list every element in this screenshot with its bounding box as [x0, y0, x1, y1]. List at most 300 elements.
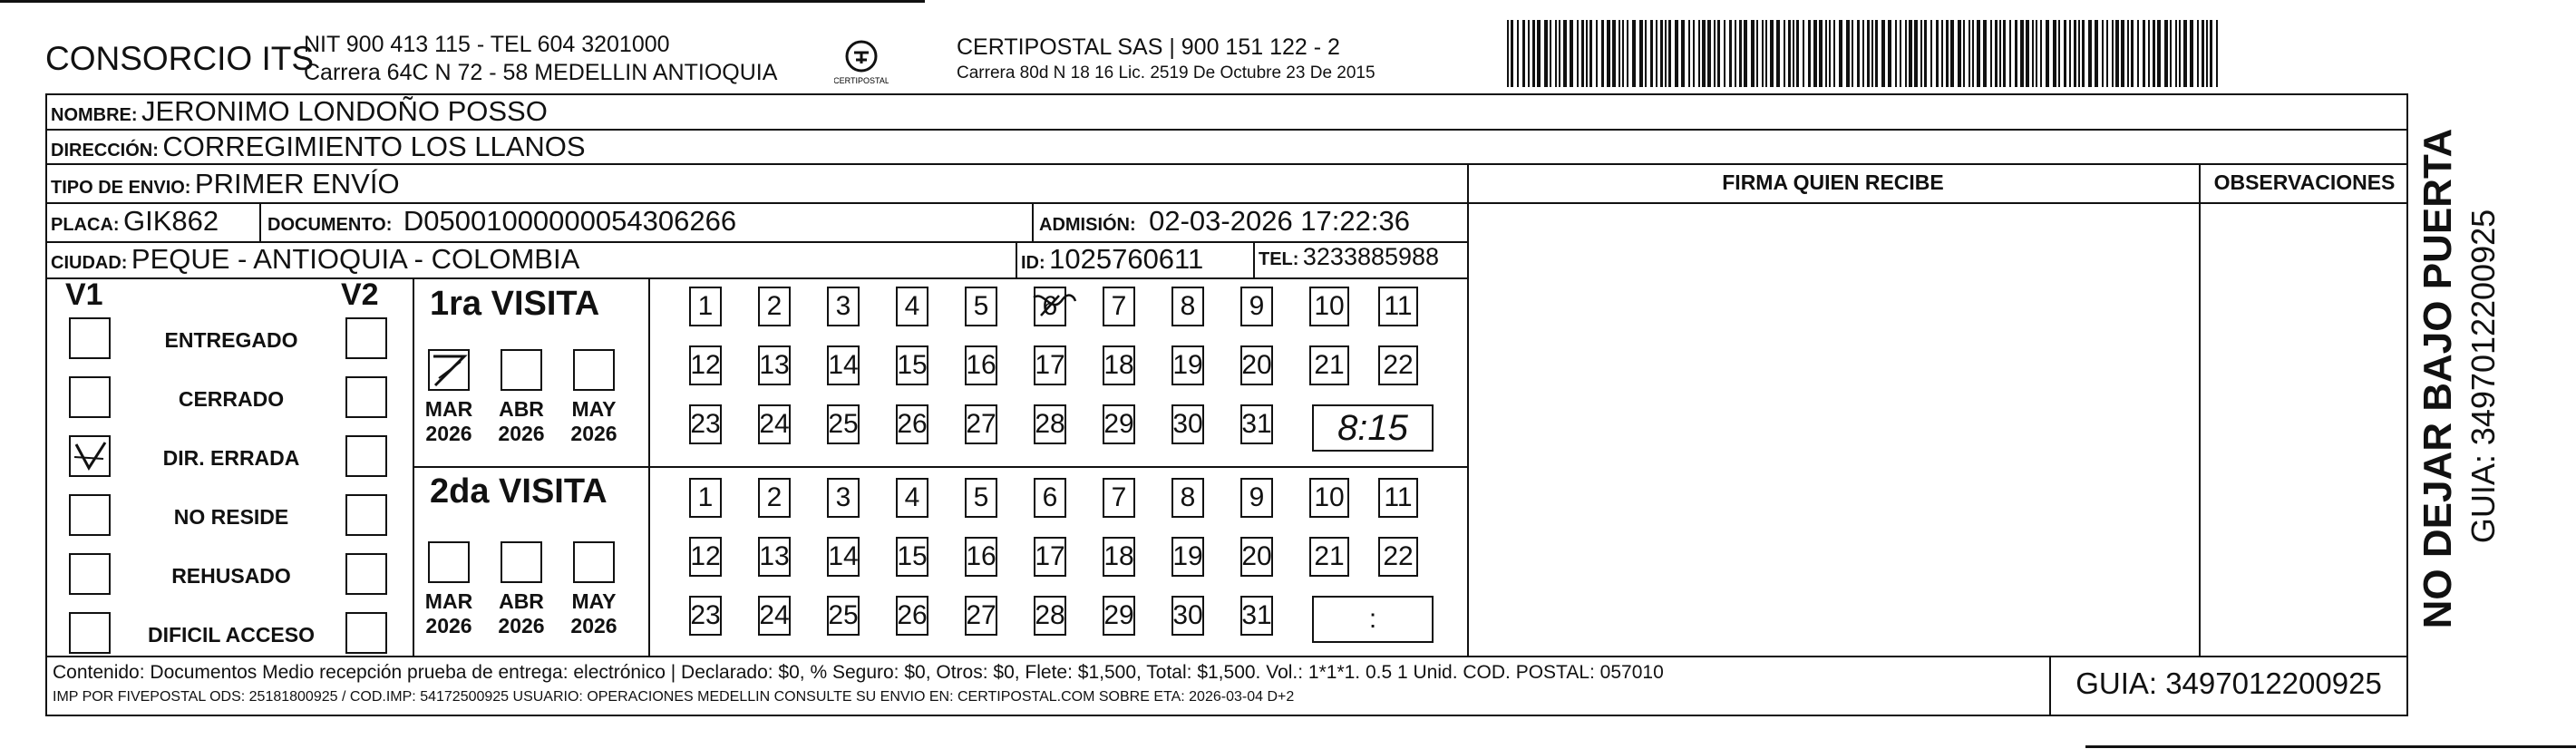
tel-label: TEL: — [1259, 249, 1299, 269]
day-cell[interactable] — [827, 478, 860, 518]
month-checkbox[interactable] — [573, 349, 615, 391]
status-label: NO RESIDE — [173, 505, 289, 529]
barcode-bar — [2202, 20, 2204, 87]
barcode-bar — [1905, 20, 1907, 87]
placa-label: PLACA: — [51, 215, 120, 235]
barcode-bar — [2153, 20, 2155, 87]
time-value: : — [1368, 604, 1377, 634]
imp-line: IMP POR FIVEPOSTAL ODS: 25181800925 / COD.IMP: 54172500925 USUARIO: OPERACIONES MEDELLIN CONSULTE SU ENVIO EN: CERTIPOSTAL.COM SOBRE ETA: 2026-03-04 D+2 — [53, 689, 1295, 705]
nombre-value: JERONIMO LONDOÑO POSSO — [141, 95, 548, 127]
day-cell[interactable] — [758, 287, 791, 326]
barcode-bar — [1914, 20, 1918, 87]
month-checkbox[interactable] — [573, 541, 615, 583]
day-cell[interactable] — [965, 345, 997, 385]
day-cell[interactable] — [1171, 537, 1204, 577]
day-cell[interactable] — [1171, 345, 1204, 385]
v2-header: V2 — [341, 277, 379, 312]
day-number: 7 — [1111, 291, 1127, 321]
barcode-bar — [1612, 20, 1616, 87]
barcode-bar — [1963, 20, 1965, 87]
day-cell[interactable] — [827, 537, 860, 577]
day-number: 12 — [690, 541, 721, 571]
address-line: Carrera 64C N 72 - 58 MEDELLIN ANTIOQUIA — [304, 60, 778, 85]
contenido-line: Contenido: Documentos Medio recepción prueba de entrega: electrónico | Declarado: $0, % Seguro: $0, Otros: $0, Flete: $1,500, Total: $1,500. Vol.: 1*1*1. 0.5 1 Unid. COD. POSTAL: 057010 — [53, 662, 1664, 683]
barcode-bar — [1946, 20, 1949, 87]
documento-value: D05001000000054306266 — [403, 205, 737, 237]
day-cell[interactable] — [827, 345, 860, 385]
barcode-bar — [1596, 20, 1598, 87]
day-cell[interactable] — [1171, 596, 1204, 636]
barcode-bar — [1950, 20, 1954, 87]
barcode-bar — [1702, 20, 1706, 87]
v2-checkbox[interactable] — [345, 317, 387, 359]
barcode-bar — [2121, 20, 2124, 87]
barcode-bar — [1936, 20, 1939, 87]
day-number: 31 — [1241, 409, 1272, 439]
day-number: 4 — [904, 482, 920, 512]
barcode-bar — [1813, 20, 1817, 87]
day-number: 10 — [1314, 482, 1345, 512]
v2-checkbox[interactable] — [345, 435, 387, 477]
barcode-bar — [1770, 20, 1774, 87]
year-label: 2026 — [570, 614, 617, 637]
barcode-bar — [1517, 20, 1519, 87]
barcode-bar — [1507, 20, 1509, 87]
day-cell[interactable] — [896, 287, 928, 326]
barcode-bar — [2036, 20, 2037, 87]
day-number: 9 — [1249, 291, 1265, 321]
year-label: 2026 — [498, 422, 545, 445]
barcode-bar — [1668, 20, 1671, 87]
barcode-bar — [1559, 20, 1560, 87]
day-cell[interactable] — [1378, 345, 1418, 385]
no-dejar-text: NO DEJAR BAJO PUERTA — [2416, 128, 2460, 629]
day-cell[interactable] — [896, 345, 928, 385]
day-number: 18 — [1103, 350, 1134, 380]
barcode-bar — [2102, 20, 2104, 87]
day-number: 31 — [1241, 600, 1272, 630]
barcode-bar — [1724, 20, 1725, 87]
barcode-bar — [1941, 20, 1943, 87]
barcode-bar — [1803, 20, 1804, 87]
day-cell[interactable] — [758, 537, 791, 577]
day-cell[interactable] — [1034, 404, 1066, 444]
day-number: 24 — [759, 409, 790, 439]
day-cell[interactable] — [689, 537, 722, 577]
barcode-bar — [1693, 20, 1695, 87]
day-number: 15 — [897, 350, 928, 380]
day-number: 15 — [897, 541, 928, 571]
day-cell[interactable] — [689, 404, 722, 444]
day-number: 17 — [1035, 541, 1065, 571]
barcode-bar — [1729, 20, 1732, 87]
barcode-bar — [1909, 20, 1912, 87]
barcode-bar — [1784, 20, 1785, 87]
barcode-bar — [1717, 20, 1720, 87]
status-label: ENTREGADO — [164, 328, 298, 352]
day-number: 11 — [1384, 291, 1413, 321]
barcode-bar — [1744, 20, 1747, 87]
day-cell[interactable] — [1240, 287, 1273, 326]
barcode-bar — [2009, 20, 2011, 87]
nit-line: NIT 900 413 115 - TEL 604 3201000 — [304, 32, 670, 57]
year-label: 2026 — [425, 614, 472, 637]
observaciones-label: OBSERVACIONES — [2213, 170, 2396, 194]
barcode-bar — [1511, 20, 1513, 87]
barcode-bar — [2032, 20, 2034, 87]
barcode-bar — [1675, 20, 1678, 87]
tel-value: 3233885988 — [1302, 243, 1440, 270]
day-mark-icon — [1032, 288, 1077, 325]
barcode-bar — [1765, 20, 1767, 87]
nombre-label: NOMBRE: — [51, 105, 138, 125]
barcode-bar — [1660, 20, 1663, 87]
barcode-bar — [2053, 20, 2056, 87]
barcode-bar — [1930, 20, 1932, 87]
barcode-bar — [2020, 20, 2024, 87]
barcode-bar — [2216, 20, 2218, 87]
barcode-bar — [1707, 20, 1711, 87]
day-number: 23 — [690, 409, 721, 439]
day-cell[interactable] — [965, 537, 997, 577]
status-label: CERRADO — [178, 387, 285, 411]
day-number: 14 — [828, 541, 859, 571]
day-cell[interactable] — [965, 596, 997, 636]
month-label: ABR — [499, 397, 544, 421]
barcode-bar — [2164, 20, 2168, 87]
bottom-rule — [2085, 745, 2576, 748]
day-cell[interactable] — [1034, 478, 1066, 518]
status-label: REHUSADO — [171, 564, 291, 588]
day-number: 19 — [1172, 541, 1203, 571]
day-cell[interactable] — [827, 596, 860, 636]
barcode-bar — [1788, 20, 1791, 87]
direccion-row — [51, 131, 586, 163]
day-cell[interactable] — [965, 478, 997, 518]
barcode-bar — [2190, 20, 2193, 87]
barcode-bar — [1632, 20, 1636, 87]
barcode-bar — [2026, 20, 2029, 87]
month-checkbox[interactable] — [428, 541, 470, 583]
firma-label: FIRMA QUIEN RECIBE — [1722, 170, 1944, 194]
day-number: 16 — [966, 350, 996, 380]
day-cell[interactable] — [1103, 537, 1135, 577]
day-cell[interactable] — [896, 596, 928, 636]
day-number: 6 — [1042, 291, 1058, 321]
day-number: 29 — [1103, 409, 1134, 439]
day-cell[interactable] — [1103, 478, 1135, 518]
v1-checkbox[interactable] — [69, 435, 111, 477]
status-label: DIR. ERRADA — [162, 446, 300, 470]
barcode-bar — [1714, 20, 1716, 87]
barcode-bar — [1920, 20, 1922, 87]
barcode-bar — [1622, 20, 1624, 87]
barcode-bar — [1833, 20, 1835, 87]
direccion-value: CORREGIMIENTO LOS LLANOS — [162, 131, 586, 162]
day-cell[interactable] — [1309, 345, 1349, 385]
v1-checkbox[interactable] — [69, 553, 111, 595]
day-cell[interactable] — [896, 404, 928, 444]
day-number: 10 — [1314, 291, 1345, 321]
day-number: 13 — [759, 541, 790, 571]
month-label: ABR — [499, 589, 544, 613]
barcode-bar — [2210, 20, 2212, 87]
barcode-bar — [2157, 20, 2161, 87]
tipo-label: TIPO DE ENVIO: — [51, 178, 191, 198]
status-label: DIFICIL ACCESO — [147, 623, 315, 647]
day-cell[interactable] — [758, 478, 791, 518]
barcode-bar — [1881, 20, 1885, 87]
day-cell[interactable] — [689, 287, 722, 326]
v1-checkbox[interactable] — [69, 612, 111, 654]
barcode-bar — [2046, 20, 2049, 87]
month-label: MAR — [424, 397, 473, 421]
time-value: 8:15 — [1337, 407, 1408, 448]
day-cell[interactable] — [827, 287, 860, 326]
day-number: 21 — [1314, 541, 1345, 571]
month-checkbox[interactable] — [428, 349, 470, 391]
day-cell[interactable] — [1309, 478, 1349, 518]
day-cell[interactable] — [1103, 404, 1135, 444]
tipo-value: PRIMER ENVÍO — [194, 168, 400, 199]
day-number: 22 — [1383, 350, 1414, 380]
barcode-bar — [1756, 20, 1758, 87]
documento-field — [267, 205, 736, 238]
barcode-bar — [1924, 20, 1927, 87]
v1-checkbox[interactable] — [69, 376, 111, 418]
day-number: 20 — [1241, 541, 1272, 571]
day-number: 12 — [690, 350, 721, 380]
day-number: 29 — [1103, 600, 1134, 630]
v2-checkbox[interactable] — [345, 494, 387, 536]
day-cell[interactable] — [689, 345, 722, 385]
barcode-bar — [1739, 20, 1742, 87]
tipo-row — [51, 168, 400, 200]
day-number: 23 — [690, 600, 721, 630]
day-cell[interactable] — [758, 596, 791, 636]
barcode-bar — [1555, 20, 1557, 87]
guia-side: GUIA: 3497012200925 — [2464, 209, 2502, 544]
day-number: 26 — [897, 600, 928, 630]
barcode-bar — [1968, 20, 1970, 87]
barcode-bar — [1871, 20, 1873, 87]
day-number: 30 — [1172, 409, 1203, 439]
day-cell[interactable] — [758, 404, 791, 444]
barcode-bar — [1977, 20, 1980, 87]
barcode-bar — [2143, 20, 2145, 87]
barcode-bar — [1532, 20, 1535, 87]
barcode-bar — [1776, 20, 1780, 87]
barcode-bar — [2088, 20, 2092, 87]
day-cell[interactable] — [1309, 537, 1349, 577]
barcode-bar — [1846, 20, 1850, 87]
day-cell[interactable] — [689, 596, 722, 636]
barcode-bar — [1537, 20, 1541, 87]
day-number: 19 — [1172, 350, 1203, 380]
barcode-bar — [1995, 20, 1998, 87]
barcode-bar — [2137, 20, 2139, 87]
guia-footer: GUIA: 3497012200925 — [2075, 666, 2382, 700]
month-checkbox[interactable] — [501, 541, 542, 583]
admision-label: ADMISIÓN: — [1039, 215, 1136, 235]
barcode-bar — [1577, 20, 1579, 87]
barcode-bar — [2003, 20, 2006, 87]
barcode-bar — [1665, 20, 1667, 87]
day-cell[interactable] — [1034, 537, 1066, 577]
day-number: 6 — [1042, 482, 1058, 512]
barcode-bar — [1875, 20, 1878, 87]
logo-text: CERTIPOSTAL — [834, 76, 889, 85]
day-number: 18 — [1103, 541, 1134, 571]
day-cell[interactable] — [1378, 478, 1418, 518]
day-cell[interactable] — [1103, 287, 1135, 326]
barcode-bar — [1619, 20, 1620, 87]
day-cell[interactable] — [1171, 287, 1204, 326]
day-cell[interactable] — [1240, 478, 1273, 518]
barcode-bar — [1793, 20, 1794, 87]
day-cell[interactable] — [1240, 596, 1273, 636]
barcode-bar — [2069, 20, 2071, 87]
barcode-bar — [2078, 20, 2080, 87]
month-checkbox[interactable] — [501, 349, 542, 391]
admision-value: 02-03-2026 17:22:36 — [1149, 205, 1410, 237]
barcode-bar — [1639, 20, 1643, 87]
day-cell[interactable] — [1103, 596, 1135, 636]
barcode-bar — [1528, 20, 1530, 87]
day-cell[interactable] — [1171, 478, 1204, 518]
day-cell[interactable] — [1240, 537, 1273, 577]
barcode-bar — [1586, 20, 1588, 87]
second-visit-title: 2da VISITA — [430, 472, 608, 511]
day-cell[interactable] — [827, 404, 860, 444]
day-number: 1 — [697, 482, 714, 512]
day-cell[interactable] — [1034, 287, 1066, 326]
time-box[interactable] — [1312, 404, 1434, 452]
placa-value: GIK862 — [123, 205, 219, 237]
barcode-bar — [1681, 20, 1685, 87]
barcode-bar — [2127, 20, 2129, 87]
day-cell[interactable] — [1378, 537, 1418, 577]
day-cell[interactable] — [965, 404, 997, 444]
v2-checkbox[interactable] — [345, 612, 387, 654]
day-number: 24 — [759, 600, 790, 630]
documento-label: DOCUMENTO: — [267, 215, 393, 235]
day-number: 16 — [966, 541, 996, 571]
barcode-bar — [1544, 20, 1548, 87]
day-cell[interactable] — [758, 345, 791, 385]
barcode-bar — [1958, 20, 1961, 87]
year-label: 2026 — [425, 422, 472, 445]
day-number: 3 — [835, 291, 851, 321]
v2-checkbox[interactable] — [345, 376, 387, 418]
barcode-bar — [2197, 20, 2199, 87]
barcode-bar — [1550, 20, 1551, 87]
barcode-bar — [2179, 20, 2181, 87]
ciudad-field — [51, 243, 579, 276]
day-number: 17 — [1035, 350, 1065, 380]
day-number: 8 — [1180, 291, 1196, 321]
placa-field — [51, 205, 219, 238]
day-cell[interactable] — [1240, 345, 1273, 385]
day-number: 9 — [1249, 482, 1265, 512]
day-number: 7 — [1111, 482, 1127, 512]
day-number: 28 — [1035, 409, 1065, 439]
barcode-bar — [1698, 20, 1700, 87]
barcode-bar — [1627, 20, 1628, 87]
id-field — [1021, 243, 1203, 276]
barcode-bar — [2064, 20, 2066, 87]
barcode-bar — [1895, 20, 1897, 87]
barcode-bar — [1825, 20, 1827, 87]
id-label: ID: — [1021, 253, 1045, 273]
barcode-bar — [2175, 20, 2177, 87]
day-number: 5 — [973, 291, 989, 321]
barcode-bar — [1888, 20, 1891, 87]
v1-checkbox[interactable] — [69, 494, 111, 536]
day-cell[interactable] — [1171, 404, 1204, 444]
carrier-line: CERTIPOSTAL SAS | 900 151 122 - 2 — [957, 34, 1340, 60]
day-cell[interactable] — [1103, 345, 1135, 385]
barcode-bar — [2131, 20, 2134, 87]
barcode-bar — [1852, 20, 1853, 87]
day-cell[interactable] — [689, 478, 722, 518]
barcode-bar — [1570, 20, 1573, 87]
day-number: 28 — [1035, 600, 1065, 630]
observaciones-area[interactable] — [2202, 205, 2406, 655]
barcode-bar — [1819, 20, 1823, 87]
day-cell[interactable] — [896, 537, 928, 577]
day-cell[interactable] — [1240, 404, 1273, 444]
barcode-bar — [1563, 20, 1567, 87]
barcode-bar — [1751, 20, 1755, 87]
barcode-bar — [2106, 20, 2108, 87]
day-cell[interactable] — [896, 478, 928, 518]
barcode-bar — [1735, 20, 1736, 87]
guia-side-text — [2464, 168, 2508, 585]
day-number: 11 — [1384, 482, 1413, 512]
v1-checkbox[interactable] — [69, 317, 111, 359]
barcode-bar — [1808, 20, 1811, 87]
time-box[interactable] — [1312, 596, 1434, 643]
barcode-bar — [1650, 20, 1653, 87]
carrier-address: Carrera 80d N 18 16 Lic. 2519 De Octubre 23 De 2015 — [957, 63, 1375, 83]
tel-field — [1259, 243, 1439, 271]
v1-header: V1 — [65, 277, 103, 312]
barcode-bar — [1990, 20, 1992, 87]
day-number: 30 — [1172, 600, 1203, 630]
day-number: 27 — [966, 409, 996, 439]
day-cell[interactable] — [965, 287, 997, 326]
month-label: MAY — [571, 589, 617, 613]
barcode-bar — [1607, 20, 1610, 87]
barcode-bar — [1581, 20, 1584, 87]
v2-checkbox[interactable] — [345, 553, 387, 595]
barcode-bar — [1829, 20, 1831, 87]
barcode-bar — [1972, 20, 1974, 87]
day-number: 2 — [766, 291, 783, 321]
day-cell[interactable] — [1378, 287, 1418, 326]
barcode-bar — [2148, 20, 2150, 87]
direccion-label: DIRECCIÓN: — [51, 141, 159, 160]
check-mark-icon — [430, 351, 468, 389]
barcode-bar — [2112, 20, 2114, 87]
ciudad-value: PEQUE - ANTIOQUIA - COLOMBIA — [131, 243, 580, 275]
day-cell[interactable] — [1309, 287, 1349, 326]
firma-area[interactable] — [1471, 205, 2196, 655]
day-cell[interactable] — [1034, 345, 1066, 385]
day-cell[interactable] — [1034, 596, 1066, 636]
day-number: 14 — [828, 350, 859, 380]
